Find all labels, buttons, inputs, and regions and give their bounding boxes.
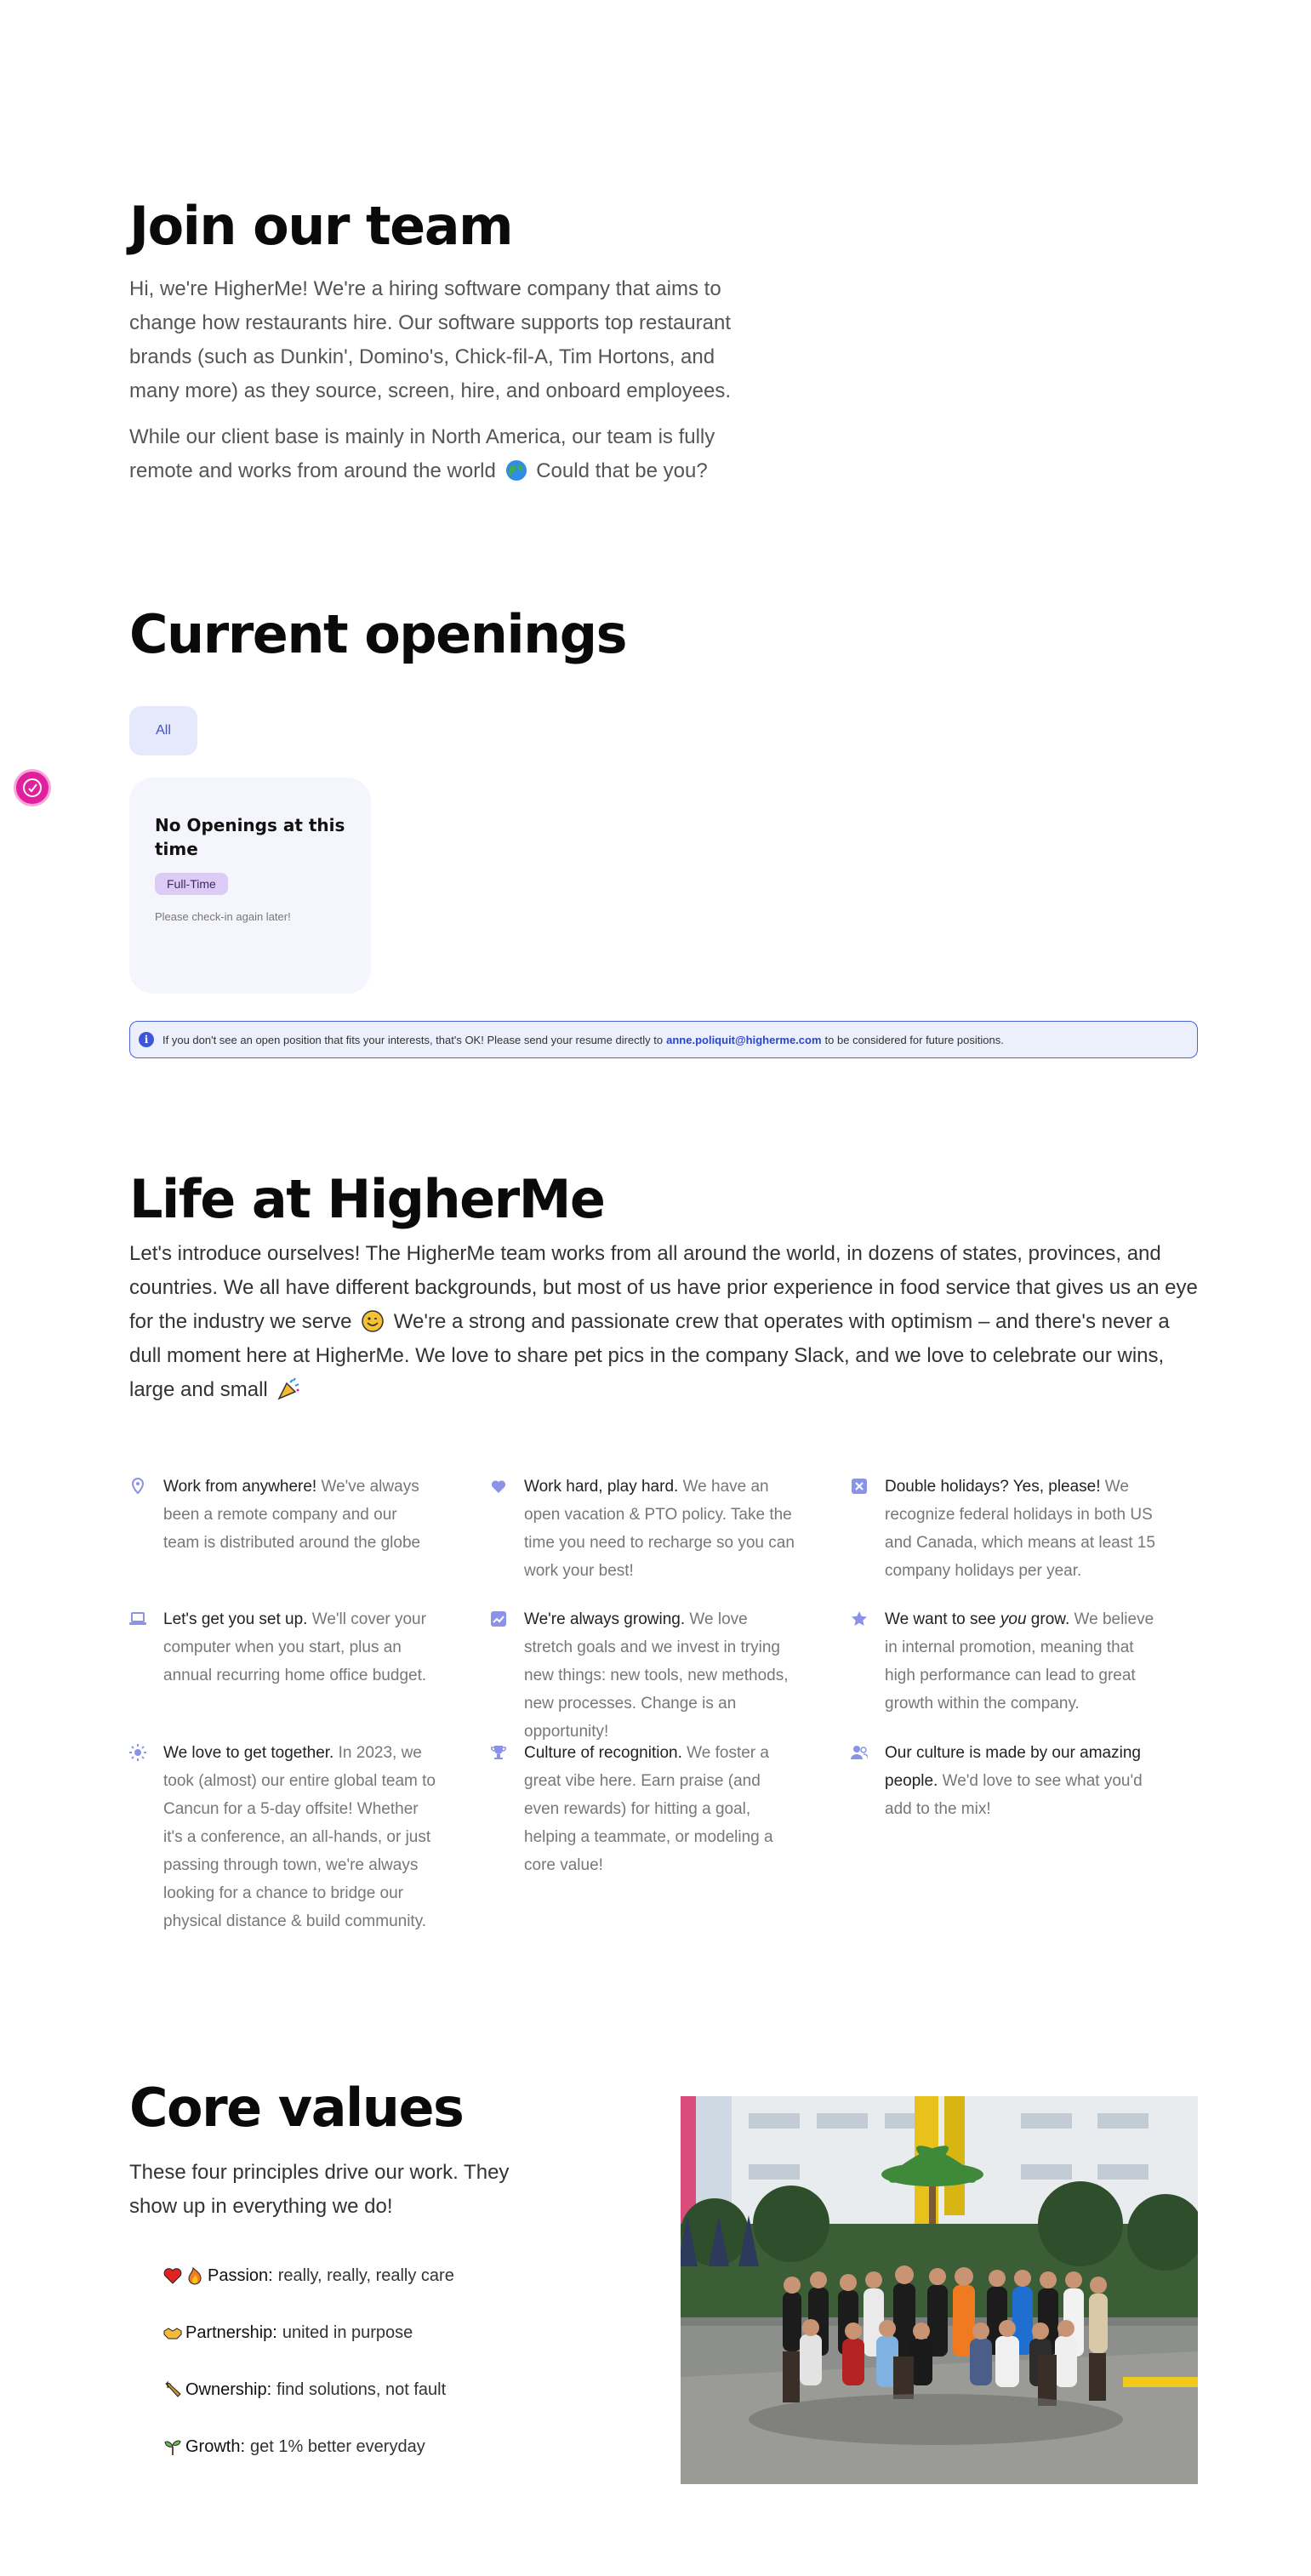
perk-item: Work from anywhere! We've always been a remote company and our team is distributed around the globe bbox=[129, 1473, 436, 1557]
core-values-section bbox=[129, 2079, 657, 2494]
x-square-icon bbox=[851, 1478, 868, 1495]
perk-item: We're always growing. We love stretch goals and we invest in trying new things: new tools, new methods, new processes. Change is an opportunity! bbox=[490, 1605, 796, 1746]
resume-email-link[interactable]: anne.poliquit@higherme.com bbox=[666, 1033, 822, 1046]
smile-icon bbox=[361, 1309, 385, 1333]
perk-item: Let's get you set up. We'll cover your computer when you start, plus an annual recurring home office budget. bbox=[129, 1605, 436, 1690]
core-values-title: Core values bbox=[129, 2077, 464, 2139]
globe-icon bbox=[505, 459, 527, 482]
accessibility-button[interactable] bbox=[14, 769, 51, 806]
perk-item: Double holidays? Yes, please! We recognize federal holidays in both US and Canada, which means at least 15 company holidays per year. bbox=[851, 1473, 1166, 1585]
info-icon: i bbox=[139, 1032, 154, 1047]
opening-card-note: Please check-in again later! bbox=[155, 910, 291, 924]
core-values-intro: These four principles drive our work. They show up in everything we do! bbox=[129, 2161, 510, 2219]
perk-item: We want to see you grow. We believe in internal promotion, meaning that high performance can lead to great growth within the company. bbox=[851, 1605, 1166, 1718]
join-remote-text: While our client base is mainly in North America, our team is fully remote and works from around the world Could that be you? bbox=[129, 425, 715, 483]
value-item-growth: Growth: get 1% better everyday bbox=[163, 2437, 657, 2494]
info-banner: i If you don't see an open position that fits your interests, that's OK! Please send your resume directly to anne.poliquit@higherme.com to be considered for future positions. bbox=[129, 1021, 1198, 1058]
join-section bbox=[129, 197, 742, 488]
openings-title: Current openings bbox=[129, 603, 627, 665]
opening-card-title: No Openings at this time bbox=[155, 815, 345, 860]
handshake-emoji-icon bbox=[163, 2323, 182, 2342]
value-item-passion: Passion: really, really, really care bbox=[163, 2266, 657, 2323]
openings-section bbox=[129, 603, 1198, 1058]
star-icon bbox=[851, 1610, 868, 1627]
wrench-emoji-icon bbox=[163, 2380, 182, 2399]
value-item-ownership: Ownership: find solutions, not fault bbox=[163, 2380, 657, 2437]
fire-emoji-icon bbox=[185, 2266, 204, 2285]
users-icon bbox=[851, 1744, 868, 1761]
life-section bbox=[129, 1168, 1198, 1930]
team-photo bbox=[681, 2096, 1198, 2484]
perk-item: Our culture is made by our amazing people. We'd love to see what you'd add to the mix! bbox=[851, 1739, 1166, 1823]
party-popper-icon bbox=[276, 1377, 302, 1401]
laptop-icon bbox=[129, 1610, 146, 1627]
heart-icon bbox=[490, 1478, 507, 1495]
accessibility-icon bbox=[22, 778, 43, 798]
perk-item: We love to get together. In 2023, we took (almost) our entire global team to Cancun for a 5-day offsite! Whether it's a conference, an all-hands, or just passing through town, we're always looking for a chance to bridge our physical distance & build community. bbox=[129, 1739, 436, 1935]
sun-icon bbox=[129, 1744, 146, 1761]
filter-all-button[interactable]: All bbox=[129, 706, 197, 755]
values-list bbox=[163, 2266, 657, 2494]
join-intro: Hi, we're HigherMe! We're a hiring software company that aims to change how restaurants hire. Our software supports top restaurant brands (such as Dunkin', Domino's, Chick-fil-A, Tim Hortons, and many more) as they source, screen, hire, and onboard employees. bbox=[129, 277, 732, 403]
opening-card[interactable] bbox=[129, 778, 371, 994]
perk-item: Work hard, play hard. We have an open vacation & PTO policy. Take the time you need to recharge so you can work your best! bbox=[490, 1473, 796, 1585]
job-type-tag: Full-Time bbox=[155, 873, 228, 895]
value-item-partnership: Partnership: united in purpose bbox=[163, 2323, 657, 2380]
chart-icon bbox=[490, 1610, 507, 1627]
map-pin-icon bbox=[129, 1478, 146, 1495]
heart-emoji-icon bbox=[163, 2266, 182, 2285]
perk-item: Culture of recognition. We foster a great vibe here. Earn praise (and even rewards) for hitting a goal, helping a teammate, or modeling a core value! bbox=[490, 1739, 796, 1879]
trophy-icon bbox=[490, 1744, 507, 1761]
join-title: Join our team bbox=[129, 195, 513, 257]
life-intro: Let's introduce ourselves! The HigherMe team works from all around the world, in dozens of states, provinces, and countries. We all have different backgrounds, but most of us have prior experience in food service that gives us an eye for the industry we serve We're a strong and passionate crew that operates with optimism – and there's never a dull moment here at HigherMe. We love to share pet pics in the company Slack, and we love to celebrate our wins, large and small bbox=[129, 1242, 1198, 1402]
life-title: Life at HigherMe bbox=[129, 1168, 605, 1230]
seedling-emoji-icon bbox=[163, 2437, 182, 2456]
